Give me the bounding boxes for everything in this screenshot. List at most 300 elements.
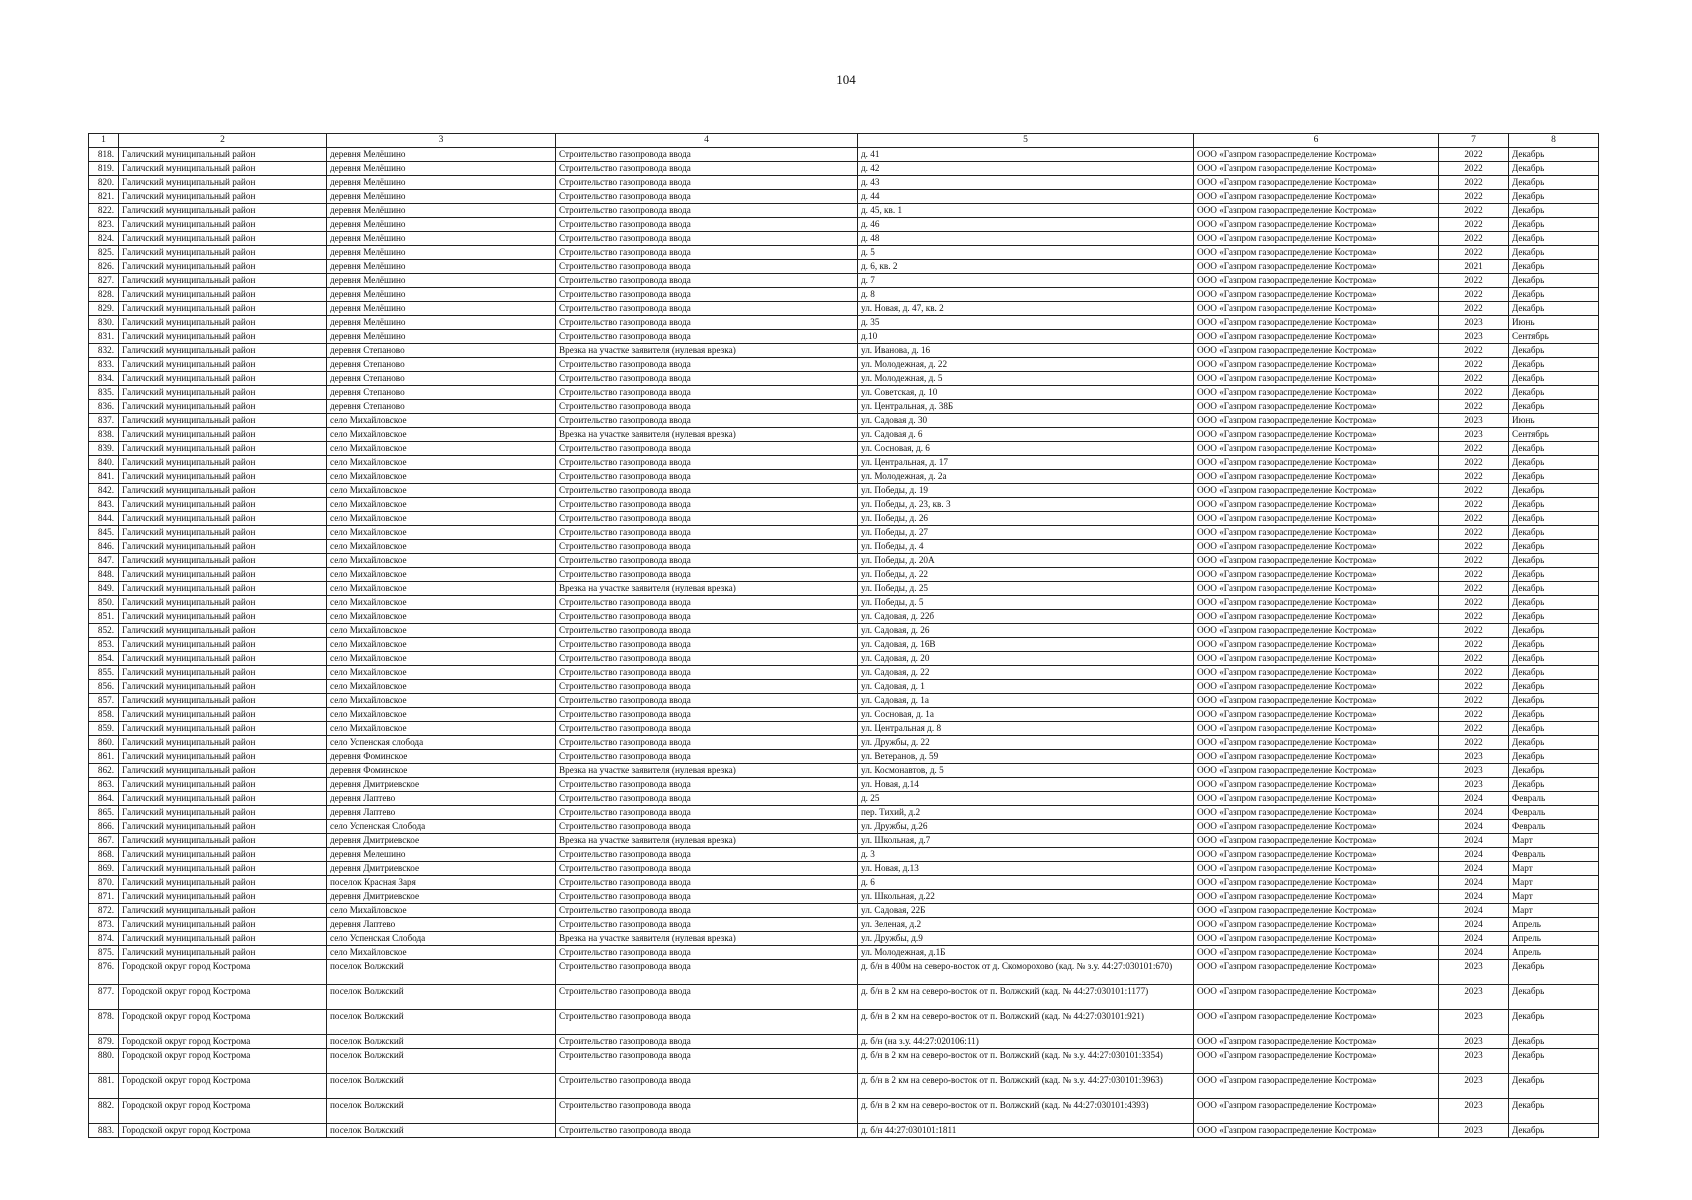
cell-settlement: деревня Лаптево	[327, 792, 556, 806]
table-row	[89, 918, 1599, 932]
cell-row-number: 842.	[89, 484, 119, 498]
cell-month: Декабрь	[1509, 274, 1599, 288]
cell-work-type: Врезка на участке заявителя (нулевая врезка)	[556, 932, 858, 946]
cell-work-type: Врезка на участке заявителя (нулевая врезка)	[556, 582, 858, 596]
cell-year: 2022	[1439, 582, 1509, 596]
cell-address: ул. Победы, д. 23, кв. 3	[858, 498, 1194, 512]
cell-address: д. б/н в 400м на северо-восток от д. Скоморохово (кад. № з.у. 44:27:030101:670)	[858, 960, 1194, 985]
cell-district: Галичский муниципальный район	[119, 582, 327, 596]
cell-settlement: деревня Мелёшино	[327, 218, 556, 232]
cell-year: 2022	[1439, 736, 1509, 750]
cell-work-type: Строительство газопровода ввода	[556, 806, 858, 820]
cell-month: Декабрь	[1509, 666, 1599, 680]
cell-row-number: 875.	[89, 946, 119, 960]
cell-district: Галичский муниципальный район	[119, 792, 327, 806]
cell-row-number: 880.	[89, 1049, 119, 1074]
cell-year: 2022	[1439, 204, 1509, 218]
cell-settlement: деревня Дмитриевское	[327, 862, 556, 876]
table-row	[89, 414, 1599, 428]
cell-address: ул. Новая, д.13	[858, 862, 1194, 876]
cell-settlement: поселок Красная Заря	[327, 876, 556, 890]
table-row	[89, 386, 1599, 400]
cell-year: 2022	[1439, 456, 1509, 470]
cell-year: 2023	[1439, 960, 1509, 985]
cell-district: Галичский муниципальный район	[119, 932, 327, 946]
cell-address: ул. Садовая, д. 20	[858, 652, 1194, 666]
cell-address: ул. Иванова, д. 16	[858, 344, 1194, 358]
cell-district: Галичский муниципальный район	[119, 246, 327, 260]
cell-district: Галичский муниципальный район	[119, 204, 327, 218]
table-row	[89, 330, 1599, 344]
table-row	[89, 288, 1599, 302]
cell-address: д. 3	[858, 848, 1194, 862]
cell-year: 2023	[1439, 1049, 1509, 1074]
cell-row-number: 856.	[89, 680, 119, 694]
table-row	[89, 372, 1599, 386]
cell-contractor: ООО «Газпром газораспределение Кострома»	[1194, 876, 1439, 890]
cell-year: 2023	[1439, 1099, 1509, 1124]
cell-year: 2022	[1439, 540, 1509, 554]
cell-settlement: поселок Волжский	[327, 1124, 556, 1138]
cell-work-type: Строительство газопровода ввода	[556, 554, 858, 568]
register-table	[88, 133, 1599, 1138]
cell-year: 2022	[1439, 176, 1509, 190]
cell-row-number: 848.	[89, 568, 119, 582]
cell-contractor: ООО «Газпром газораспределение Кострома»	[1194, 652, 1439, 666]
cell-contractor: ООО «Газпром газораспределение Кострома»	[1194, 1049, 1439, 1074]
cell-settlement: село Михайловское	[327, 596, 556, 610]
cell-year: 2022	[1439, 162, 1509, 176]
col-header: 1	[89, 134, 119, 148]
cell-settlement: село Михайловское	[327, 638, 556, 652]
table-row	[89, 428, 1599, 442]
cell-work-type: Строительство газопровода ввода	[556, 498, 858, 512]
table-row	[89, 498, 1599, 512]
cell-month: Декабрь	[1509, 1099, 1599, 1124]
cell-year: 2023	[1439, 316, 1509, 330]
table-row	[89, 1074, 1599, 1099]
cell-district: Галичский муниципальный район	[119, 820, 327, 834]
cell-month: Декабрь	[1509, 372, 1599, 386]
table-row	[89, 540, 1599, 554]
cell-contractor: ООО «Газпром газораспределение Кострома»	[1194, 316, 1439, 330]
table-row	[89, 442, 1599, 456]
cell-row-number: 854.	[89, 652, 119, 666]
cell-settlement: деревня Мелёшино	[327, 176, 556, 190]
cell-settlement: село Михайловское	[327, 526, 556, 540]
cell-month: Февраль	[1509, 792, 1599, 806]
cell-settlement: деревня Фоминское	[327, 764, 556, 778]
cell-work-type: Строительство газопровода ввода	[556, 1074, 858, 1099]
cell-district: Галичский муниципальный район	[119, 470, 327, 484]
col-header: 4	[556, 134, 858, 148]
cell-work-type: Строительство газопровода ввода	[556, 736, 858, 750]
cell-settlement: село Михайловское	[327, 652, 556, 666]
cell-year: 2022	[1439, 610, 1509, 624]
cell-contractor: ООО «Газпром газораспределение Кострома»	[1194, 218, 1439, 232]
cell-row-number: 862.	[89, 764, 119, 778]
cell-district: Галичский муниципальный район	[119, 736, 327, 750]
cell-district: Галичский муниципальный район	[119, 456, 327, 470]
cell-district: Галичский муниципальный район	[119, 498, 327, 512]
table-row	[89, 260, 1599, 274]
cell-contractor: ООО «Газпром газораспределение Кострома»	[1194, 680, 1439, 694]
cell-year: 2022	[1439, 596, 1509, 610]
cell-row-number: 823.	[89, 218, 119, 232]
cell-contractor: ООО «Газпром газораспределение Кострома»	[1194, 834, 1439, 848]
cell-contractor: ООО «Газпром газораспределение Кострома»	[1194, 820, 1439, 834]
table-row	[89, 624, 1599, 638]
cell-address: ул. Космонавтов, д. 5	[858, 764, 1194, 778]
cell-row-number: 833.	[89, 358, 119, 372]
cell-work-type: Строительство газопровода ввода	[556, 1124, 858, 1138]
cell-work-type: Строительство газопровода ввода	[556, 526, 858, 540]
cell-district: Галичский муниципальный район	[119, 190, 327, 204]
cell-settlement: село Михайловское	[327, 946, 556, 960]
cell-address: ул. Центральная, д. 38Б	[858, 400, 1194, 414]
cell-month: Декабрь	[1509, 1049, 1599, 1074]
cell-month: Декабрь	[1509, 162, 1599, 176]
cell-settlement: село Михайловское	[327, 456, 556, 470]
cell-district: Галичский муниципальный район	[119, 666, 327, 680]
table-row	[89, 190, 1599, 204]
cell-settlement: село Михайловское	[327, 540, 556, 554]
cell-address: д.10	[858, 330, 1194, 344]
cell-year: 2022	[1439, 246, 1509, 260]
cell-month: Декабрь	[1509, 582, 1599, 596]
cell-address: д. 44	[858, 190, 1194, 204]
cell-address: д. 6	[858, 876, 1194, 890]
cell-contractor: ООО «Газпром газораспределение Кострома»	[1194, 666, 1439, 680]
cell-year: 2024	[1439, 876, 1509, 890]
cell-month: Декабрь	[1509, 736, 1599, 750]
table-row	[89, 526, 1599, 540]
cell-year: 2022	[1439, 512, 1509, 526]
cell-month: Декабрь	[1509, 148, 1599, 162]
page-number: 104	[836, 72, 856, 87]
cell-address: ул. Советская, д. 10	[858, 386, 1194, 400]
cell-settlement: поселок Волжский	[327, 1010, 556, 1035]
cell-district: Галичский муниципальный район	[119, 316, 327, 330]
cell-address: д. б/н в 2 км на северо-восток от п. Волжский (кад. № 44:27:030101:1177)	[858, 985, 1194, 1010]
cell-settlement: деревня Степаново	[327, 386, 556, 400]
cell-district: Галичский муниципальный район	[119, 526, 327, 540]
cell-work-type: Врезка на участке заявителя (нулевая врезка)	[556, 344, 858, 358]
cell-work-type: Строительство газопровода ввода	[556, 1099, 858, 1124]
cell-settlement: село Михайловское	[327, 470, 556, 484]
cell-month: Декабрь	[1509, 652, 1599, 666]
table-row	[89, 792, 1599, 806]
cell-row-number: 847.	[89, 554, 119, 568]
cell-settlement: деревня Дмитриевское	[327, 834, 556, 848]
cell-row-number: 826.	[89, 260, 119, 274]
cell-contractor: ООО «Газпром газораспределение Кострома»	[1194, 176, 1439, 190]
cell-work-type: Строительство газопровода ввода	[556, 960, 858, 985]
cell-work-type: Строительство газопровода ввода	[556, 638, 858, 652]
cell-settlement: деревня Мелёшино	[327, 330, 556, 344]
cell-work-type: Строительство газопровода ввода	[556, 750, 858, 764]
cell-year: 2022	[1439, 470, 1509, 484]
col-header: 2	[119, 134, 327, 148]
cell-row-number: 878.	[89, 1010, 119, 1035]
cell-contractor: ООО «Газпром газораспределение Кострома»	[1194, 232, 1439, 246]
cell-year: 2022	[1439, 554, 1509, 568]
cell-district: Галичский муниципальный район	[119, 848, 327, 862]
cell-work-type: Строительство газопровода ввода	[556, 1010, 858, 1035]
table-row	[89, 736, 1599, 750]
cell-row-number: 855.	[89, 666, 119, 680]
cell-row-number: 869.	[89, 862, 119, 876]
cell-year: 2024	[1439, 862, 1509, 876]
table-row	[89, 484, 1599, 498]
cell-district: Галичский муниципальный район	[119, 876, 327, 890]
cell-contractor: ООО «Газпром газораспределение Кострома»	[1194, 638, 1439, 652]
cell-district: Городской округ город Кострома	[119, 1124, 327, 1138]
cell-district: Галичский муниципальный район	[119, 386, 327, 400]
cell-district: Галичский муниципальный район	[119, 512, 327, 526]
cell-year: 2024	[1439, 820, 1509, 834]
cell-settlement: село Михайловское	[327, 428, 556, 442]
cell-month: Декабрь	[1509, 246, 1599, 260]
cell-work-type: Строительство газопровода ввода	[556, 708, 858, 722]
cell-settlement: деревня Лаптево	[327, 918, 556, 932]
cell-contractor: ООО «Газпром газораспределение Кострома»	[1194, 792, 1439, 806]
cell-contractor: ООО «Газпром газораспределение Кострома»	[1194, 204, 1439, 218]
cell-row-number: 874.	[89, 932, 119, 946]
cell-address: ул. Зеленая, д.2	[858, 918, 1194, 932]
header-row	[89, 134, 1599, 148]
table-row	[89, 610, 1599, 624]
cell-settlement: деревня Мелёшино	[327, 316, 556, 330]
cell-year: 2024	[1439, 848, 1509, 862]
cell-month: Февраль	[1509, 848, 1599, 862]
cell-year: 2024	[1439, 890, 1509, 904]
col-header: 7	[1439, 134, 1509, 148]
cell-work-type: Строительство газопровода ввода	[556, 400, 858, 414]
cell-contractor: ООО «Газпром газораспределение Кострома»	[1194, 498, 1439, 512]
cell-contractor: ООО «Газпром газораспределение Кострома»	[1194, 904, 1439, 918]
cell-address: д. 41	[858, 148, 1194, 162]
cell-settlement: деревня Лаптево	[327, 806, 556, 820]
cell-settlement: деревня Степаново	[327, 400, 556, 414]
cell-settlement: деревня Мелёшино	[327, 190, 556, 204]
cell-address: ул. Садовая, д. 22	[858, 666, 1194, 680]
cell-settlement: деревня Дмитриевское	[327, 890, 556, 904]
cell-address: ул. Садовая д. 6	[858, 428, 1194, 442]
cell-settlement: деревня Мелёшино	[327, 148, 556, 162]
cell-settlement: деревня Мелёшино	[327, 274, 556, 288]
table-row	[89, 806, 1599, 820]
table-row	[89, 708, 1599, 722]
cell-row-number: 879.	[89, 1035, 119, 1049]
cell-contractor: ООО «Газпром газораспределение Кострома»	[1194, 288, 1439, 302]
cell-settlement: деревня Мелёшино	[327, 162, 556, 176]
cell-row-number: 877.	[89, 985, 119, 1010]
cell-row-number: 864.	[89, 792, 119, 806]
cell-row-number: 882.	[89, 1099, 119, 1124]
cell-row-number: 863.	[89, 778, 119, 792]
cell-month: Декабрь	[1509, 694, 1599, 708]
cell-month: Декабрь	[1509, 484, 1599, 498]
cell-address: ул. Молодежная, д. 2а	[858, 470, 1194, 484]
cell-month: Февраль	[1509, 820, 1599, 834]
table-row	[89, 456, 1599, 470]
cell-year: 2022	[1439, 526, 1509, 540]
cell-address: ул. Садовая, д. 22б	[858, 610, 1194, 624]
cell-settlement: поселок Волжский	[327, 1035, 556, 1049]
cell-work-type: Строительство газопровода ввода	[556, 1035, 858, 1049]
cell-contractor: ООО «Газпром газораспределение Кострома»	[1194, 1124, 1439, 1138]
cell-address: д. 25	[858, 792, 1194, 806]
cell-contractor: ООО «Газпром газораспределение Кострома»	[1194, 358, 1439, 372]
cell-row-number: 840.	[89, 456, 119, 470]
cell-district: Галичский муниципальный район	[119, 764, 327, 778]
cell-settlement: деревня Дмитриевское	[327, 778, 556, 792]
cell-contractor: ООО «Газпром газораспределение Кострома»	[1194, 512, 1439, 526]
col-header: 3	[327, 134, 556, 148]
table-row	[89, 946, 1599, 960]
table-row	[89, 985, 1599, 1010]
table-row	[89, 694, 1599, 708]
cell-row-number: 819.	[89, 162, 119, 176]
table-row	[89, 162, 1599, 176]
cell-year: 2022	[1439, 652, 1509, 666]
cell-district: Городской округ город Кострома	[119, 985, 327, 1010]
cell-address: ул. Садовая, д. 16В	[858, 638, 1194, 652]
cell-settlement: село Михайловское	[327, 722, 556, 736]
table-row	[89, 232, 1599, 246]
table-row	[89, 680, 1599, 694]
cell-contractor: ООО «Газпром газораспределение Кострома»	[1194, 806, 1439, 820]
cell-work-type: Строительство газопровода ввода	[556, 946, 858, 960]
cell-month: Декабрь	[1509, 400, 1599, 414]
table-row	[89, 652, 1599, 666]
cell-row-number: 859.	[89, 722, 119, 736]
cell-year: 2022	[1439, 624, 1509, 638]
cell-month: Декабрь	[1509, 985, 1599, 1010]
cell-year: 2022	[1439, 442, 1509, 456]
cell-row-number: 831.	[89, 330, 119, 344]
table-row	[89, 400, 1599, 414]
cell-address: д. б/н (на з.у. 44:27:020106:11)	[858, 1035, 1194, 1049]
cell-contractor: ООО «Газпром газораспределение Кострома»	[1194, 890, 1439, 904]
cell-contractor: ООО «Газпром газораспределение Кострома»	[1194, 456, 1439, 470]
cell-contractor: ООО «Газпром газораспределение Кострома»	[1194, 190, 1439, 204]
cell-work-type: Строительство газопровода ввода	[556, 568, 858, 582]
cell-month: Апрель	[1509, 932, 1599, 946]
cell-contractor: ООО «Газпром газораспределение Кострома»	[1194, 985, 1439, 1010]
table-row	[89, 876, 1599, 890]
cell-work-type: Строительство газопровода ввода	[556, 274, 858, 288]
cell-district: Галичский муниципальный район	[119, 554, 327, 568]
cell-work-type: Строительство газопровода ввода	[556, 414, 858, 428]
cell-row-number: 824.	[89, 232, 119, 246]
table-row	[89, 848, 1599, 862]
cell-month: Декабрь	[1509, 680, 1599, 694]
cell-year: 2021	[1439, 260, 1509, 274]
cell-contractor: ООО «Газпром газораспределение Кострома»	[1194, 540, 1439, 554]
cell-row-number: 883.	[89, 1124, 119, 1138]
cell-month: Декабрь	[1509, 540, 1599, 554]
cell-contractor: ООО «Газпром газораспределение Кострома»	[1194, 162, 1439, 176]
cell-year: 2022	[1439, 302, 1509, 316]
cell-year: 2022	[1439, 568, 1509, 582]
table-row	[89, 176, 1599, 190]
cell-address: ул. Дружбы, д.9	[858, 932, 1194, 946]
cell-work-type: Строительство газопровода ввода	[556, 610, 858, 624]
cell-contractor: ООО «Газпром газораспределение Кострома»	[1194, 344, 1439, 358]
cell-district: Галичский муниципальный район	[119, 862, 327, 876]
cell-district: Городской округ город Кострома	[119, 1099, 327, 1124]
cell-district: Галичский муниципальный район	[119, 806, 327, 820]
cell-address: ул. Победы, д. 26	[858, 512, 1194, 526]
cell-settlement: село Михайловское	[327, 498, 556, 512]
cell-work-type: Строительство газопровода ввода	[556, 442, 858, 456]
cell-address: ул. Дружбы, д. 22	[858, 736, 1194, 750]
cell-row-number: 834.	[89, 372, 119, 386]
cell-contractor: ООО «Газпром газораспределение Кострома»	[1194, 526, 1439, 540]
cell-contractor: ООО «Газпром газораспределение Кострома»	[1194, 708, 1439, 722]
cell-district: Галичский муниципальный район	[119, 232, 327, 246]
cell-row-number: 871.	[89, 890, 119, 904]
cell-month: Сентябрь	[1509, 428, 1599, 442]
cell-district: Городской округ город Кострома	[119, 960, 327, 985]
cell-district: Галичский муниципальный район	[119, 176, 327, 190]
cell-work-type: Строительство газопровода ввода	[556, 148, 858, 162]
cell-settlement: село Михайловское	[327, 904, 556, 918]
cell-work-type: Строительство газопровода ввода	[556, 386, 858, 400]
cell-contractor: ООО «Газпром газораспределение Кострома»	[1194, 428, 1439, 442]
cell-address: д. б/н в 2 км на северо-восток от п. Волжский (кад. № 44:27:030101:921)	[858, 1010, 1194, 1035]
cell-contractor: ООО «Газпром газораспределение Кострома»	[1194, 764, 1439, 778]
table-row	[89, 1099, 1599, 1124]
table-row	[89, 1124, 1599, 1138]
cell-year: 2024	[1439, 806, 1509, 820]
cell-row-number: 836.	[89, 400, 119, 414]
cell-district: Галичский муниципальный район	[119, 638, 327, 652]
cell-row-number: 827.	[89, 274, 119, 288]
cell-contractor: ООО «Газпром газораспределение Кострома»	[1194, 624, 1439, 638]
cell-row-number: 829.	[89, 302, 119, 316]
cell-district: Галичский муниципальный район	[119, 148, 327, 162]
cell-district: Галичский муниципальный район	[119, 442, 327, 456]
cell-contractor: ООО «Газпром газораспределение Кострома»	[1194, 1035, 1439, 1049]
cell-address: ул. Сосновая, д. 1а	[858, 708, 1194, 722]
table-row	[89, 764, 1599, 778]
cell-row-number: 837.	[89, 414, 119, 428]
cell-address: д. б/н в 2 км на северо-восток от п. Волжский (кад. № 44:27:030101:4393)	[858, 1099, 1194, 1124]
col-header: 5	[858, 134, 1194, 148]
cell-address: д. 8	[858, 288, 1194, 302]
cell-district: Галичский муниципальный район	[119, 610, 327, 624]
cell-contractor: ООО «Газпром газораспределение Кострома»	[1194, 330, 1439, 344]
table-row	[89, 204, 1599, 218]
cell-district: Галичский муниципальный район	[119, 750, 327, 764]
cell-work-type: Строительство газопровода ввода	[556, 1049, 858, 1074]
cell-work-type: Строительство газопровода ввода	[556, 904, 858, 918]
cell-address: д. б/н в 2 км на северо-восток от п. Волжский (кад. № з.у. 44:27:030101:3354)	[858, 1049, 1194, 1074]
cell-district: Городской округ город Кострома	[119, 1049, 327, 1074]
cell-district: Галичский муниципальный район	[119, 162, 327, 176]
cell-month: Декабрь	[1509, 288, 1599, 302]
cell-row-number: 853.	[89, 638, 119, 652]
cell-address: ул. Молодежная, д. 22	[858, 358, 1194, 372]
cell-month: Декабрь	[1509, 190, 1599, 204]
cell-month: Март	[1509, 862, 1599, 876]
cell-month: Февраль	[1509, 806, 1599, 820]
cell-settlement: село Михайловское	[327, 484, 556, 498]
cell-work-type: Строительство газопровода ввода	[556, 512, 858, 526]
